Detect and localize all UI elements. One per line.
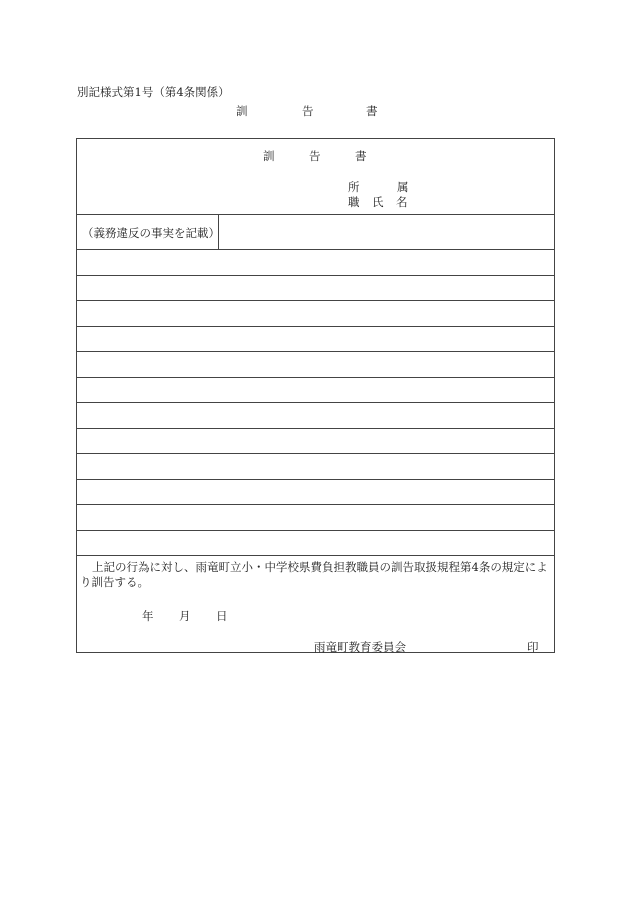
blank-lines [77, 250, 554, 556]
seal-mark: 印 [527, 640, 539, 654]
affiliation-char-2: 属 [397, 180, 409, 194]
date-month-label: 月 [179, 609, 191, 623]
date-line [142, 608, 228, 624]
blank-line-row[interactable] [77, 403, 554, 429]
violation-facts-label: （義務違反の事実を記載） [77, 215, 219, 249]
reprimand-form [76, 138, 555, 653]
page-title-char-2: 告 [302, 104, 314, 118]
statement-section [77, 556, 554, 654]
violation-facts-field[interactable] [219, 215, 554, 249]
blank-line-row[interactable] [77, 352, 554, 378]
affiliation-char-1: 所 [348, 180, 360, 194]
statement-text: 上記の行為に対し、雨竜町立小・中学校県費負担教職員の訓告取扱規程第4条の規定により訓告する。 [80, 560, 548, 589]
affiliation-label [348, 179, 409, 195]
form-header [77, 139, 554, 215]
issuer-name: 雨竜町教育委員会 [314, 640, 406, 654]
position-name-char-2: 氏 [372, 195, 384, 209]
page-title-char-1: 訓 [236, 104, 248, 118]
position-name-char-1: 職 [348, 195, 360, 209]
blank-line-row[interactable] [77, 250, 554, 276]
date-year-label: 年 [142, 609, 154, 623]
page-title-char-3: 書 [366, 104, 378, 118]
blank-line-row[interactable] [77, 276, 554, 302]
form-title-char-2: 告 [309, 149, 321, 163]
form-reference: 別記様式第1号（第4条関係） [77, 85, 230, 99]
form-title [263, 148, 367, 164]
blank-line-row[interactable] [77, 301, 554, 327]
form-title-char-3: 書 [355, 149, 367, 163]
blank-line-row[interactable] [77, 429, 554, 455]
blank-line-row[interactable] [77, 531, 554, 556]
position-name-label [348, 194, 408, 210]
form-title-char-1: 訓 [263, 149, 275, 163]
page-title [236, 103, 378, 119]
blank-line-row[interactable] [77, 378, 554, 404]
position-name-char-3: 名 [396, 195, 408, 209]
violation-facts-row [77, 215, 554, 250]
blank-line-row[interactable] [77, 327, 554, 353]
blank-line-row[interactable] [77, 505, 554, 531]
date-day-label: 日 [216, 609, 228, 623]
blank-line-row[interactable] [77, 480, 554, 506]
blank-line-row[interactable] [77, 454, 554, 480]
